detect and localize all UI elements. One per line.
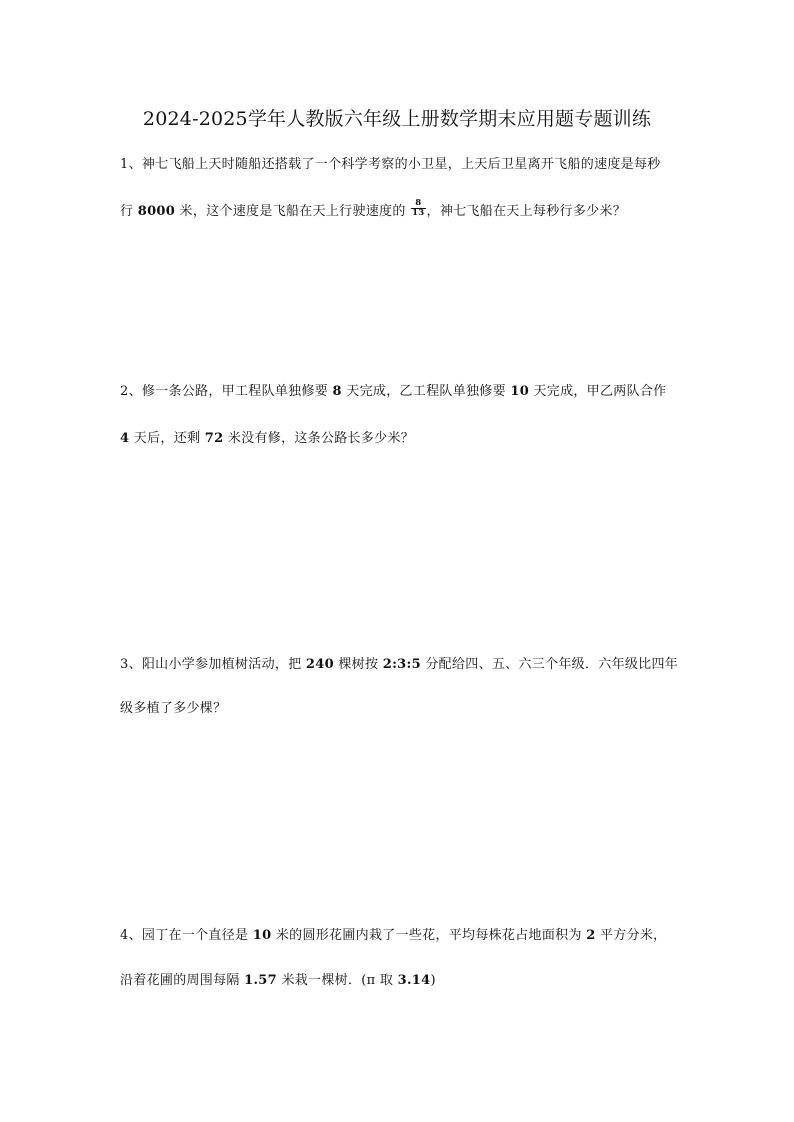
q2-text-d: 天后，还剩: [129, 431, 205, 446]
q4-diameter: 10: [252, 928, 272, 943]
q1-fraction-denominator: 13: [412, 208, 425, 218]
q4-spacing: 1.57: [244, 973, 278, 988]
q4-text-e: 米栽一棵树．(π 取: [277, 973, 398, 988]
q3-tree-count: 240: [305, 657, 334, 672]
q2-days-a: 8: [332, 384, 342, 399]
q1-text-c: ，神七飞船在天上每秒行多少米？: [426, 204, 627, 219]
q1-speed-value: 8000: [137, 204, 176, 219]
q4-pi-value: 3.14: [397, 973, 431, 988]
q4-text-f: ): [430, 973, 436, 988]
q2-days-together: 4: [120, 431, 130, 446]
question-2-line-1: [120, 380, 666, 399]
q4-text-a: 4、园丁在一个直径是: [120, 928, 253, 943]
q4-text-c: 平方分米，: [595, 928, 667, 943]
q2-text-c: 天完成，甲乙两队合作: [529, 384, 667, 399]
q2-text-e: 米没有修，这条公路长多少米？: [223, 431, 415, 446]
q3-text-c: 分配给四、五、六三个年级．六年级比四年: [420, 657, 679, 672]
question-1-line-2: [120, 200, 626, 221]
question-3-line-1: [120, 653, 678, 672]
q2-remaining: 72: [204, 431, 224, 446]
q1-fraction-numerator: 8: [415, 198, 422, 208]
q1-text-b: 米，这个速度是飞船在天上行驶速度的: [175, 204, 411, 219]
q1-fraction: [411, 199, 425, 218]
q4-text-d: 沿着花圃的周围每隔: [120, 973, 245, 988]
question-1-line-1: 1、神七飞船上天时随船还搭载了一个科学考察的小卫星，上天后卫星离开飞船的速度是每秒: [120, 157, 661, 172]
q1-text-a: 行: [120, 204, 138, 219]
q2-text-a: 2、修一条公路，甲工程队单独修要: [120, 384, 333, 399]
q4-text-b: 米的圆形花圃内栽了一些花，平均每株花占地面积为: [271, 928, 587, 943]
question-3-line-2: 级多植了多少棵？: [120, 701, 227, 716]
q3-text-b: 棵树按: [333, 657, 383, 672]
q4-area: 2: [586, 928, 596, 943]
page-title: 2024-2025学年人教版六年级上册数学期末应用题专题训练: [142, 108, 652, 130]
q3-text-a: 3、阳山小学参加植树活动，把: [120, 657, 306, 672]
q2-text-b: 天完成，乙工程队单独修要: [341, 384, 511, 399]
question-4-line-1: [120, 924, 666, 943]
question-2-line-2: [120, 427, 414, 446]
q2-days-b: 10: [510, 384, 530, 399]
q3-ratio: 2:3:5: [382, 657, 421, 672]
question-4-line-2: [120, 969, 436, 988]
